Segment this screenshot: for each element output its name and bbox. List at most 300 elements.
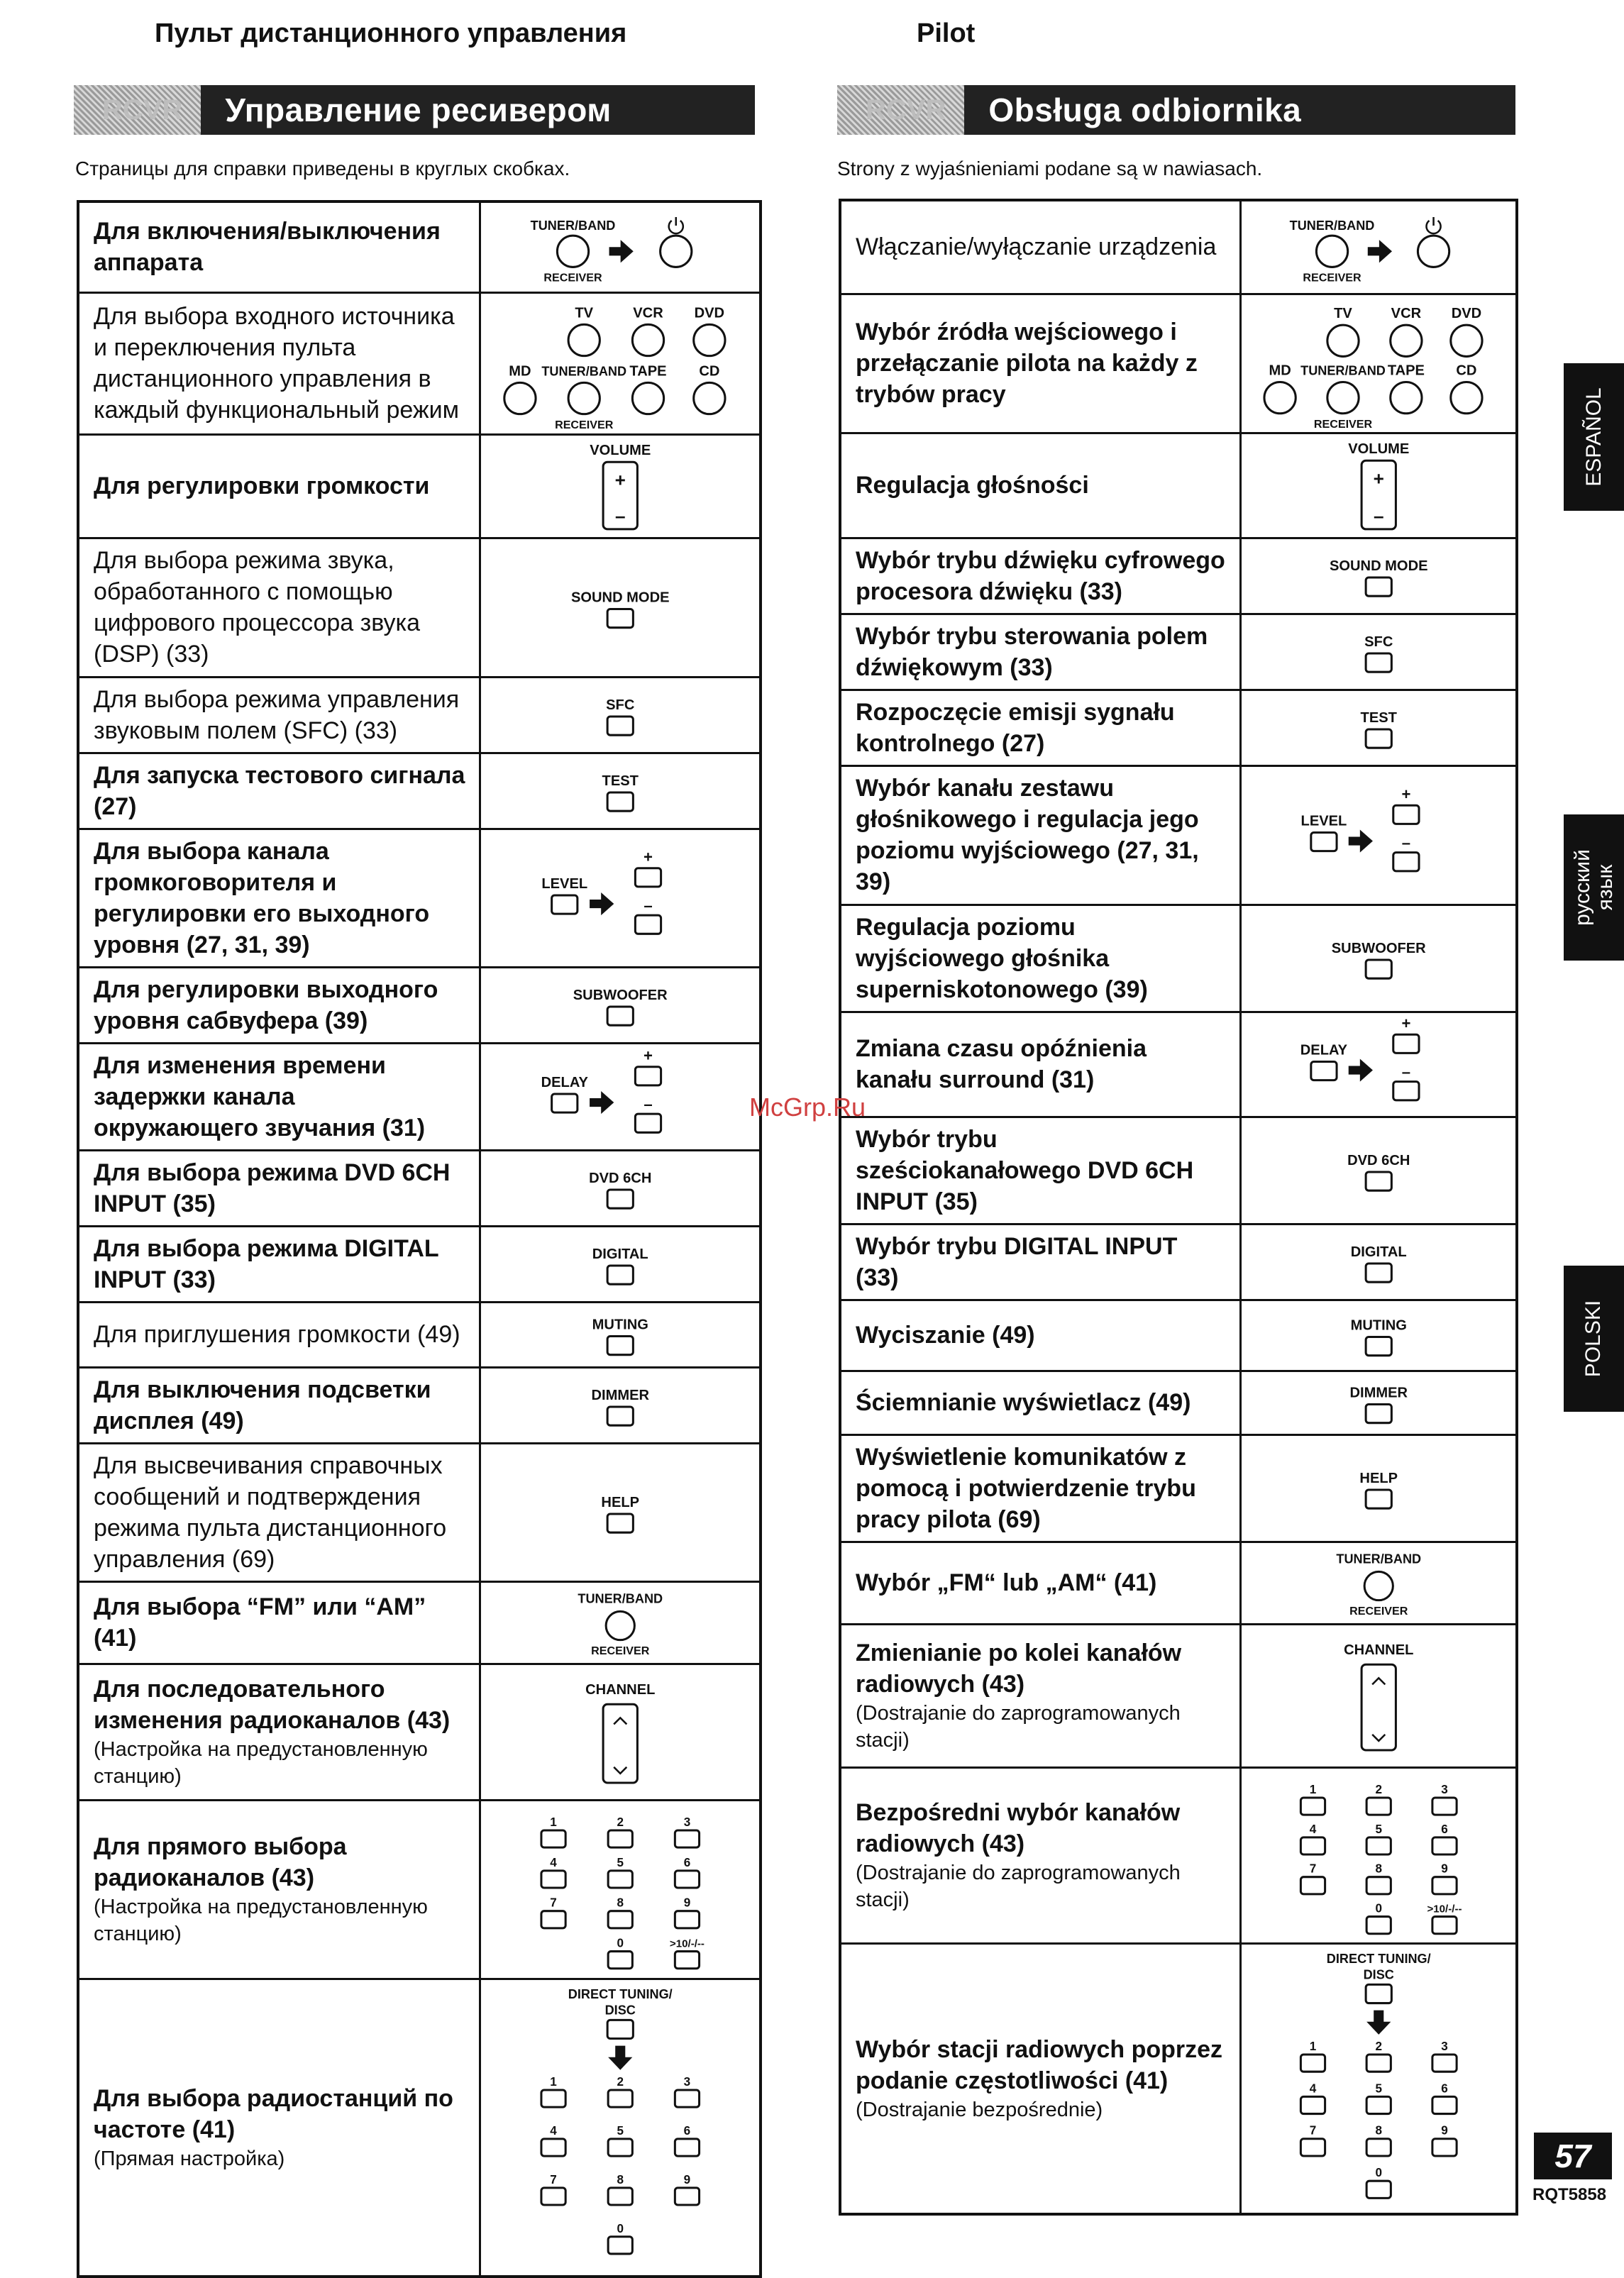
function-text: Для выбора режима DIGITAL INPUT (33) (94, 1234, 439, 1293)
table-row (78, 1800, 761, 1979)
test-button[interactable] (607, 792, 633, 811)
level-minus-label: – (1401, 834, 1410, 852)
remote-buttons-illustration (480, 1800, 761, 1979)
digit-5-label: 5 (1374, 2081, 1382, 2095)
digit-8-label: 8 (616, 1896, 624, 1910)
page-number: 57 (1534, 2133, 1612, 2179)
button-diagram (1242, 1543, 1516, 1623)
function-description (840, 1012, 1240, 1117)
dimmer-label: DIMMER (1349, 1384, 1408, 1400)
remote-buttons-illustration (480, 1367, 761, 1443)
cd-label: CD (1455, 362, 1476, 378)
cd-label: CD (698, 363, 719, 379)
dimmer-button[interactable] (1366, 1404, 1391, 1422)
table-row (840, 1624, 1517, 1767)
function-text: Для выбора режима звука, обработанного с помощью цифрового процессора звука (DSP) (33) (94, 547, 421, 668)
remote-buttons-illustration (480, 1443, 761, 1581)
lang-tab-polski[interactable] (1564, 1266, 1624, 1412)
tape-button[interactable] (632, 382, 663, 414)
delay-down-button[interactable] (1393, 1081, 1418, 1100)
remote-buttons-illustration (1240, 200, 1517, 294)
digit-3-button[interactable] (675, 1830, 699, 1847)
remote-buttons-illustration (1240, 765, 1517, 905)
digit-0-button[interactable] (608, 2236, 632, 2253)
digit-9-button[interactable] (675, 2187, 699, 2204)
section-band-ru (74, 85, 755, 135)
digit-3-button[interactable] (675, 2089, 699, 2106)
dvd-label: DVD (694, 304, 724, 321)
digit-8-button[interactable] (1366, 1876, 1391, 1893)
help-button[interactable] (607, 1514, 633, 1532)
dvd-button[interactable] (693, 324, 724, 355)
md-button[interactable] (1264, 382, 1295, 413)
table-row (840, 538, 1517, 614)
lang-tab-espanol[interactable] (1564, 363, 1624, 511)
digit-5-button[interactable] (608, 1870, 632, 1887)
digit-7-button[interactable] (1300, 1876, 1325, 1893)
digit-3-label: 3 (1440, 2039, 1448, 2053)
dvd-button[interactable] (1450, 325, 1481, 356)
table-row (840, 1542, 1517, 1624)
button-diagram (481, 1980, 760, 2276)
button-diagram (1242, 295, 1516, 432)
button-diagram (1242, 1436, 1516, 1541)
tuner-band-button[interactable] (606, 1611, 634, 1640)
remote-buttons-illustration (1240, 1371, 1517, 1434)
digit-7-button[interactable] (541, 1911, 565, 1928)
digital-label: DIGITAL (1350, 1244, 1407, 1260)
digit-2-label: 2 (616, 2074, 624, 2089)
function-description (840, 1371, 1240, 1434)
digit-3-button[interactable] (1432, 1797, 1456, 1814)
digit-7-button[interactable] (1300, 2138, 1325, 2155)
button-diagram (1242, 906, 1516, 1011)
volume-label: VOLUME (1347, 441, 1409, 457)
digit-9-button[interactable] (675, 1911, 699, 1928)
sound-mode-label: SOUND MODE (1329, 558, 1428, 574)
receiver-label: RECEIVER (1349, 1604, 1408, 1618)
muting-button[interactable] (607, 1336, 633, 1354)
digit-4-button[interactable] (1300, 1837, 1325, 1854)
md-button[interactable] (504, 382, 535, 414)
digit-3-button[interactable] (1432, 2055, 1456, 2072)
sfc-button[interactable] (607, 717, 633, 735)
button-diagram (1242, 1372, 1516, 1434)
direct-tuning-button[interactable] (607, 2020, 633, 2038)
function-description (840, 1943, 1240, 2214)
dimmer-label: DIMMER (590, 1387, 649, 1403)
remote-buttons-illustration (1240, 433, 1517, 538)
digit-8-button[interactable] (608, 2187, 632, 2204)
digit-2-button[interactable] (1366, 1797, 1391, 1814)
remote-buttons-illustration (1240, 1542, 1517, 1624)
remote-buttons-illustration (480, 1043, 761, 1150)
digit-7-label: 7 (1309, 2123, 1316, 2138)
tuner-band-label: TUNER/BAND (577, 1591, 663, 1605)
digit-1-button[interactable] (541, 1830, 565, 1847)
arrow-right-icon (1348, 829, 1372, 852)
tuner-band-label: TUNER/BAND (541, 363, 626, 378)
section-title-ru: Управление ресивером (225, 92, 612, 128)
tuner-band-button[interactable] (1316, 236, 1347, 267)
digit-9-button[interactable] (1432, 2138, 1456, 2155)
power-button[interactable] (1418, 236, 1449, 267)
tuner-band-button[interactable] (557, 236, 588, 267)
remote-buttons-illustration (1240, 1300, 1517, 1371)
volume-up-icon: + (614, 469, 626, 490)
table-row (78, 1367, 761, 1443)
digit-8-button[interactable] (1366, 2138, 1391, 2155)
sound-mode-button[interactable] (607, 609, 633, 627)
button-diagram (1242, 1301, 1516, 1370)
digit-4-label: 4 (549, 2123, 557, 2138)
digit-4-button[interactable] (1300, 2096, 1325, 2113)
button-diagram (481, 1227, 760, 1301)
digit-8-label: 8 (616, 2172, 624, 2186)
digit-1-button[interactable] (1300, 1797, 1325, 1814)
tuner-band-button[interactable] (1364, 1571, 1393, 1600)
muting-label: MUTING (1350, 1317, 1407, 1333)
function-text: Wybór trybu dźwięku cyfrowego procesora dźwięku (33) (856, 546, 1225, 605)
arrow-down-icon (608, 2045, 632, 2069)
table-row (78, 1443, 761, 1581)
function-note: (Прямая настройка) (94, 2147, 285, 2170)
table-row (78, 434, 761, 538)
level-down-button[interactable] (1393, 852, 1418, 870)
function-text: Ściemnianie wyświetlacz (49) (856, 1389, 1191, 1416)
direct-tuning-label: DIRECT TUNING/ (1326, 1951, 1431, 1966)
function-text: Для выключения подсветки дисплея (49) (94, 1376, 431, 1434)
receiver-label: RECEIVER (590, 1644, 649, 1657)
digit-4-label: 4 (1309, 2081, 1316, 2095)
digital-button[interactable] (1366, 1264, 1391, 1282)
button-diagram (481, 539, 760, 676)
delay-up-button[interactable] (635, 1066, 661, 1085)
table-row (78, 201, 761, 292)
arrow-down-icon (1366, 2010, 1391, 2034)
function-description (840, 1300, 1240, 1371)
function-description (78, 1043, 480, 1150)
watermark: McGrp.Ru (749, 1093, 866, 1122)
delay-button[interactable] (1310, 1061, 1336, 1080)
help-label: HELP (1359, 1470, 1398, 1486)
power-symbol-icon (668, 217, 683, 233)
direct-tuning-label: DIRECT TUNING/ (568, 1986, 673, 2001)
tape-button[interactable] (1390, 382, 1421, 413)
digit-6-label: 6 (683, 2123, 690, 2138)
receiver-label: RECEIVER (543, 271, 602, 284)
remote-buttons-illustration (480, 967, 761, 1043)
table-row (840, 1224, 1517, 1300)
digit-5-button[interactable] (1366, 1837, 1391, 1854)
button-diagram (481, 203, 760, 292)
tuner-band-button[interactable] (1327, 382, 1358, 413)
ten-plus-button[interactable] (1432, 1916, 1456, 1933)
test-label: TEST (1360, 709, 1397, 726)
digit-2-label: 2 (1374, 2039, 1382, 2053)
function-text: Zmienianie po kolei kanałów radiowych (43) (856, 1640, 1182, 1698)
delay-minus-label: – (643, 1095, 653, 1113)
document-code: RQT5858 (1532, 2185, 1607, 2204)
button-diagram (1242, 201, 1516, 293)
subtitle-pl: Strony z wyjaśnieniami podane są w nawiasach. (837, 157, 1263, 179)
digit-6-button[interactable] (675, 1870, 699, 1887)
channel-label: CHANNEL (1343, 1642, 1413, 1658)
rcvr-tag-pl: RCVR (837, 85, 964, 135)
digit-6-button[interactable] (1432, 1837, 1456, 1854)
function-text: Wybór źródła wejściowego i przełączanie pilota na każdy z trybów pracy (856, 319, 1198, 408)
dvd-6ch-button[interactable] (607, 1190, 633, 1208)
function-description (840, 538, 1240, 614)
function-description (840, 614, 1240, 690)
function-text: Regulacja głośności (856, 472, 1089, 499)
table-row (78, 1150, 761, 1226)
function-text: Для выбора режима DVD 6CH INPUT (35) (94, 1159, 451, 1217)
sfc-label: SFC (605, 697, 634, 713)
function-description (840, 905, 1240, 1012)
function-description (78, 1664, 480, 1800)
remote-buttons-illustration (480, 753, 761, 829)
vcr-label: VCR (1391, 305, 1421, 321)
button-diagram (481, 1303, 760, 1366)
function-text: Włączanie/wyłączanie urządzenia (856, 233, 1217, 261)
channel-label: CHANNEL (585, 1681, 655, 1698)
level-up-button[interactable] (1393, 805, 1418, 824)
vcr-button[interactable] (1390, 325, 1421, 356)
function-description (78, 1979, 480, 2277)
subwoofer-button[interactable] (1366, 960, 1391, 978)
md-label: MD (508, 363, 531, 379)
button-diagram (481, 968, 760, 1042)
delay-label: DELAY (1300, 1041, 1347, 1058)
digital-label: DIGITAL (592, 1246, 648, 1262)
ten-plus-label: >10/-/-- (1426, 1903, 1462, 1915)
function-text: Regulacja poziomu wyjściowego głośnika superniskotonowego (39) (856, 913, 1148, 1003)
arrow-right-icon (609, 240, 633, 262)
lang-tab-russian-label: русский язык (1570, 849, 1617, 926)
subwoofer-button[interactable] (607, 1007, 633, 1025)
volume-down-icon: – (1373, 504, 1384, 526)
function-text: Rozpoczęcie emisji sygnału kontrolnego (27) (856, 698, 1175, 757)
function-description (78, 1800, 480, 1979)
remote-buttons-illustration (1240, 905, 1517, 1012)
table-row (78, 292, 761, 434)
digit-2-button[interactable] (1366, 2055, 1391, 2072)
function-text: Для последовательного изменения радиоканалов (43) (94, 1676, 451, 1734)
remote-buttons-illustration (480, 1581, 761, 1664)
muting-button[interactable] (1366, 1337, 1391, 1355)
delay-down-button[interactable] (635, 1114, 661, 1132)
button-diagram (1242, 1625, 1516, 1766)
section-title-pl: Obsługa odbiornika (988, 92, 1302, 128)
digit-0-button[interactable] (1366, 1916, 1391, 1933)
digit-4-button[interactable] (541, 2138, 565, 2155)
digit-0-label: 0 (1374, 1901, 1382, 1915)
function-text: Для изменения времени задержки канала окружающего звучания (31) (94, 1051, 426, 1141)
remote-buttons-illustration (480, 1302, 761, 1367)
muting-label: MUTING (592, 1316, 648, 1332)
table-row (840, 690, 1517, 765)
sound-mode-button[interactable] (1366, 577, 1391, 596)
remote-buttons-illustration (480, 538, 761, 677)
digit-2-button[interactable] (608, 2089, 632, 2106)
digit-4-button[interactable] (541, 1870, 565, 1887)
tuner-band-button[interactable] (568, 382, 600, 414)
digit-0-label: 0 (616, 1936, 624, 1950)
function-text: Для регулировки громкости (94, 472, 430, 499)
digital-button[interactable] (607, 1266, 633, 1284)
header-pl: Pilot (917, 18, 976, 48)
digit-6-button[interactable] (675, 2138, 699, 2155)
function-text: Wybór trybu DIGITAL INPUT (33) (856, 1232, 1178, 1291)
button-diagram (1242, 539, 1516, 613)
remote-buttons-illustration (1240, 1434, 1517, 1542)
digit-4-label: 4 (549, 1855, 557, 1869)
function-description (840, 433, 1240, 538)
remote-buttons-illustration (1240, 538, 1517, 614)
function-description (840, 294, 1240, 433)
function-description (840, 1224, 1240, 1300)
button-diagram (481, 678, 760, 752)
button-diagram (481, 1044, 760, 1149)
ten-plus-button[interactable] (675, 1951, 699, 1968)
direct-tuning-button[interactable] (1366, 1984, 1391, 2003)
button-diagram (1242, 434, 1516, 537)
arrow-right-icon (1348, 1058, 1372, 1081)
digit-7-label: 7 (1309, 1862, 1316, 1876)
dvd-6ch-label: DVD 6CH (588, 1170, 651, 1186)
digit-6-button[interactable] (1432, 2096, 1456, 2113)
delay-button[interactable] (551, 1093, 577, 1112)
remote-buttons-illustration (480, 1979, 761, 2277)
button-diagram (481, 1369, 760, 1442)
power-button[interactable] (660, 236, 691, 267)
function-text: Для приглушения громкости (49) (94, 1321, 460, 1348)
cd-button[interactable] (693, 382, 724, 414)
section-band-pl (837, 85, 1515, 135)
level-button[interactable] (551, 895, 577, 913)
help-button[interactable] (1366, 1490, 1391, 1508)
remote-buttons-illustration (1240, 1943, 1517, 2214)
level-button[interactable] (1310, 832, 1336, 851)
button-diagram (481, 294, 760, 433)
arrow-right-icon (1367, 240, 1391, 262)
remote-buttons-illustration (1240, 690, 1517, 765)
level-minus-label: – (643, 896, 653, 914)
tuner-band-label: TUNER/BAND (1300, 363, 1386, 377)
digit-1-button[interactable] (1300, 2055, 1325, 2072)
button-diagram (1242, 615, 1516, 689)
digit-4-label: 4 (1309, 1822, 1316, 1836)
digit-0-button[interactable] (1366, 2181, 1391, 2198)
function-description (78, 538, 480, 677)
dvd-6ch-button[interactable] (1366, 1172, 1391, 1190)
help-label: HELP (600, 1494, 639, 1510)
table-row (840, 1371, 1517, 1434)
function-description (840, 1117, 1240, 1224)
table-row (840, 294, 1517, 433)
function-description (840, 1434, 1240, 1542)
delay-up-button[interactable] (1393, 1034, 1418, 1053)
function-description (78, 677, 480, 753)
remote-buttons-illustration (1240, 1224, 1517, 1300)
digit-0-button[interactable] (608, 1951, 632, 1968)
tv-button[interactable] (1327, 325, 1358, 356)
function-text: Для регулировки выходного уровня сабвуфера (39) (94, 975, 438, 1034)
function-text: Для высвечивания справочных сообщений и подтверждения режима пульта дистанционного управления (69) (94, 1452, 447, 1573)
function-description (840, 690, 1240, 765)
lang-tab-polski-label: POLSKI (1581, 1300, 1606, 1378)
button-diagram (1242, 1225, 1516, 1299)
sound-mode-label: SOUND MODE (570, 589, 670, 605)
table-row (78, 1226, 761, 1302)
vcr-button[interactable] (632, 324, 663, 355)
digit-5-button[interactable] (608, 2138, 632, 2155)
digit-1-button[interactable] (541, 2089, 565, 2106)
level-label: LEVEL (541, 875, 587, 892)
sfc-button[interactable] (1366, 653, 1391, 672)
function-text: Для выбора канала громкоговорителя и регулировки его выходного уровня (27, 31, 39) (94, 837, 430, 958)
cd-button[interactable] (1450, 382, 1481, 413)
dimmer-button[interactable] (607, 1407, 633, 1425)
function-note: (Dostrajanie do zaprogramowanych stacji) (856, 1862, 1181, 1911)
disc-label: DISC (1363, 1967, 1394, 1981)
function-description (840, 765, 1240, 905)
lang-tab-russian[interactable] (1564, 814, 1624, 961)
digit-9-label: 9 (1440, 1862, 1448, 1876)
digit-5-button[interactable] (1366, 2096, 1391, 2113)
tv-button[interactable] (568, 324, 600, 355)
level-down-button[interactable] (635, 915, 661, 934)
table-row (78, 1302, 761, 1367)
delay-minus-label: – (1401, 1063, 1410, 1081)
test-button[interactable] (1366, 729, 1391, 748)
button-diagram (481, 830, 760, 966)
function-text: Для выбора радиостанций по частоте (41) (94, 2084, 453, 2143)
button-diagram (481, 436, 760, 537)
digit-9-button[interactable] (1432, 1876, 1456, 1893)
digit-1-label: 1 (1309, 1782, 1316, 1796)
table-row (840, 1943, 1517, 2214)
digit-5-label: 5 (616, 2123, 624, 2138)
button-diagram (1242, 1118, 1516, 1223)
level-up-button[interactable] (635, 868, 661, 886)
function-text: Wybór kanału zestawu głośnikowego i regulacja jego poziomu wyjściowego (27, 31, 39) (856, 775, 1199, 895)
digit-2-label: 2 (616, 1815, 624, 1829)
table-row (78, 829, 761, 967)
function-text: Для выбора входного источника и переключения пульта дистанционного управления в каждый функциональный режим (94, 303, 460, 424)
function-text: Для прямого выбора радиоканалов (43) (94, 1833, 347, 1891)
function-note: (Dostrajanie bezpośrednie) (856, 2098, 1103, 2121)
receiver-label: RECEIVER (1313, 417, 1372, 431)
table-row (840, 433, 1517, 538)
digit-9-label: 9 (683, 1896, 690, 1910)
ten-plus-label: >10/-/-- (669, 1937, 705, 1950)
dvd-label: DVD (1451, 305, 1481, 321)
button-diagram (1242, 1945, 1516, 2213)
table-row (840, 1767, 1517, 1943)
channel-rocker[interactable] (603, 1704, 637, 1783)
function-text: Wybór trybu sześciokanałowego DVD 6CH INPUT (35) (856, 1125, 1194, 1215)
digit-2-label: 2 (1374, 1782, 1382, 1796)
function-description (78, 1367, 480, 1443)
digit-8-button[interactable] (608, 1911, 632, 1928)
digit-1-label: 1 (1309, 2039, 1316, 2053)
digit-2-button[interactable] (608, 1830, 632, 1847)
delay-plus-label: + (643, 1046, 653, 1065)
digit-7-button[interactable] (541, 2187, 565, 2204)
table-row (840, 614, 1517, 690)
